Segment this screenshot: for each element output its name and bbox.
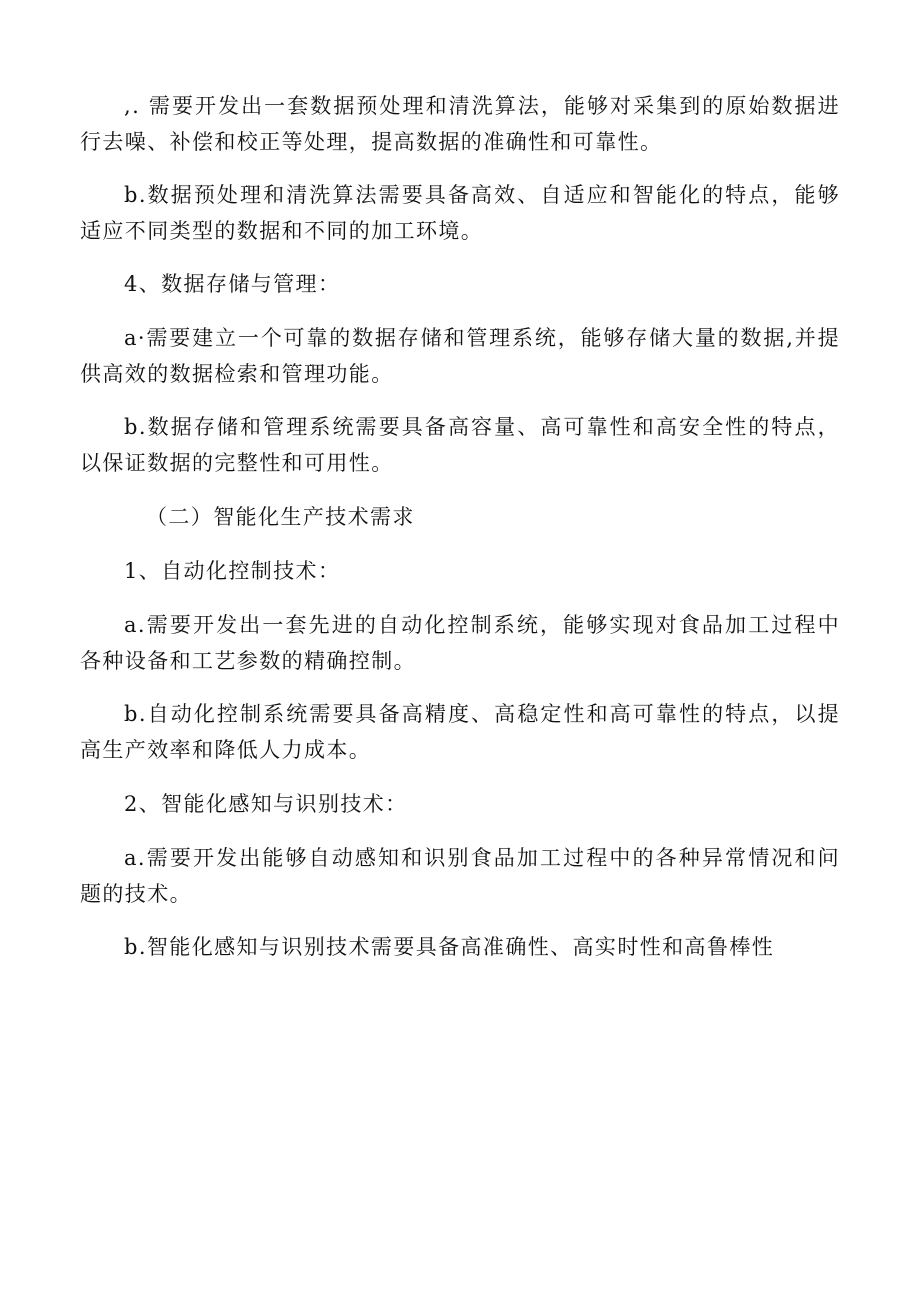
paragraph-data-storage-a: a·需要建立一个可靠的数据存储和管理系统，能够存储大量的数据,并提供高效的数据检索和管理功能。	[80, 326, 840, 386]
section-heading-intelligent-sensing: 2、智能化感知与识别技术：	[124, 792, 408, 816]
section-heading-intelligent-production: （二）智能化生产技术需求	[146, 505, 415, 529]
paragraph-automation-control-b: b.自动化控制系统需要具备高精度、高稳定性和高可靠性的特点，以提高生产效率和降低人力成本。	[80, 702, 840, 762]
paragraph-data-preprocessing-a: ,. 需要开发出一套数据预处理和清洗算法，能够对采集到的原始数据进行去噪、补偿和校正等处理，提高数据的准确性和可靠性。	[80, 94, 840, 154]
paragraph-data-preprocessing-b: b.数据预处理和清洗算法需要具备高效、自适应和智能化的特点，能够适应不同类型的数据和不同的加工环境。	[80, 183, 840, 243]
paragraph-intelligent-sensing-b: b.智能化感知与识别技术需要具备高准确性、高实时性和高鲁棒性	[124, 935, 775, 959]
paragraph-data-storage-b: b.数据存储和管理系统需要具备高容量、高可靠性和高安全性的特点，以保证数据的完整性和可用性。	[80, 415, 840, 475]
paragraph-automation-control-a: a.需要开发出一套先进的自动化控制系统，能够实现对食品加工过程中各种设备和工艺参数的精确控制。	[80, 613, 840, 673]
section-heading-data-storage: 4、数据存储与管理：	[124, 272, 341, 296]
paragraph-intelligent-sensing-a: a.需要开发出能够自动感知和识别食品加工过程中的各种异常情况和问题的技术。	[80, 846, 840, 906]
section-heading-automation-control: 1、自动化控制技术：	[124, 559, 341, 583]
